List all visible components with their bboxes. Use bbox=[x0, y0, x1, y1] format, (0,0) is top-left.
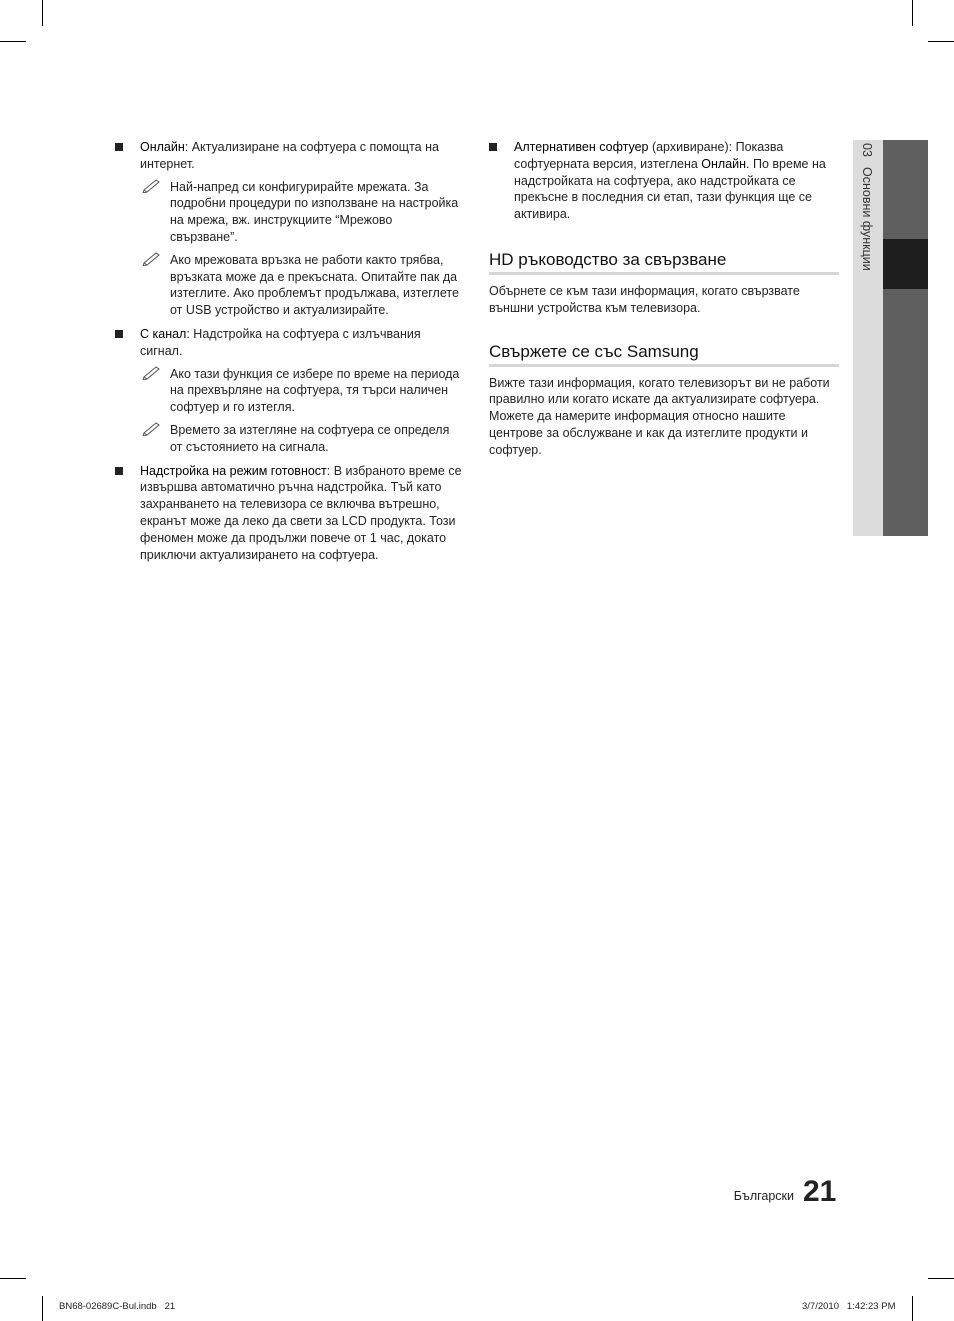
crop-mark bbox=[912, 1296, 913, 1321]
item-term: Надстройка на режим готовност bbox=[140, 463, 327, 478]
crop-mark bbox=[928, 41, 954, 42]
section-heading: HD ръководство за свързване bbox=[489, 249, 839, 275]
right-column bbox=[489, 139, 839, 459]
item-text: : Надстройка на софтуера с излъчвания сигнал. bbox=[140, 326, 421, 358]
chapter-title: Основни функции bbox=[860, 167, 874, 272]
pencil-note-icon bbox=[142, 177, 162, 193]
crop-mark bbox=[42, 0, 43, 26]
list-item bbox=[489, 139, 839, 223]
pencil-note-icon bbox=[142, 420, 162, 436]
note bbox=[140, 179, 462, 246]
square-bullet-icon bbox=[115, 330, 123, 338]
print-datetime: 3/7/2010 1:42:23 PM bbox=[802, 1301, 896, 1312]
section-hd-connection-guide bbox=[489, 249, 839, 317]
note bbox=[140, 422, 462, 456]
list-item bbox=[115, 326, 462, 456]
item-text: : Актуализиране на софтуера с помощта на интернет. bbox=[140, 140, 439, 171]
square-bullet-icon bbox=[115, 143, 123, 151]
crop-mark bbox=[0, 41, 26, 42]
note bbox=[140, 366, 462, 416]
note-text: Времето за изтегляне на софтуера се определя от състоянието на сигнала. bbox=[170, 422, 450, 454]
item-term-inline: Онлайн bbox=[701, 156, 747, 171]
square-bullet-icon bbox=[489, 143, 497, 151]
item-text: . По време на надстройката на софтуера, ако надстройката се прекъсне в последния си етап, тази функция ще се активира. bbox=[514, 156, 826, 222]
note-text: Най-напред си конфигурирайте мрежата. За подробни процедури по използване на настройка на мрежа, вж. инструкциите “Мрежово свързване”. bbox=[170, 179, 459, 244]
pencil-note-icon bbox=[142, 250, 162, 266]
crop-mark bbox=[0, 1278, 26, 1279]
note-text: Ако тази функция се избере по време на периода на прехвърляне на софтуера, тя търси наличен софтуер и го изтегля. bbox=[170, 366, 460, 415]
crop-mark bbox=[928, 1278, 954, 1279]
crop-mark bbox=[42, 1296, 43, 1321]
list-item bbox=[115, 463, 462, 564]
left-column bbox=[115, 139, 462, 570]
pencil-note-icon bbox=[142, 364, 162, 380]
square-bullet-icon bbox=[115, 467, 123, 475]
list-item bbox=[115, 139, 462, 319]
footer-language: Български bbox=[733, 1189, 794, 1203]
section-heading: Свържете се със Samsung bbox=[489, 341, 839, 367]
note-text: Ако мрежовата връзка не работи както трябва, връзката може да е прекъсната. Опитайте пак да изтеглите. Ако проблемът продължава, изтеглете от USB устройство и актуализирайте. bbox=[170, 252, 459, 318]
section-body: Обърнете се към тази информация, когато свързвате външни устройства към телевизора. bbox=[489, 283, 800, 315]
item-term: С канал bbox=[140, 326, 187, 341]
chapter-tab-stripe bbox=[883, 140, 928, 536]
chapter-tab-marker bbox=[883, 239, 928, 289]
chapter-tab-label bbox=[860, 143, 874, 271]
crop-mark bbox=[912, 0, 913, 26]
chapter-number: 03 bbox=[860, 143, 874, 157]
item-text: : В избраното време се извършва автоматично ръчна надстройка. Тъй като захранването на телевизора се включва вътрешно, екранът може да леко да свети за LCD продукта. Този феномен може да продължи повече от 1 час, докато приключи актуализирането на софтуера. bbox=[140, 463, 462, 562]
section-contact-samsung bbox=[489, 341, 839, 459]
item-text: (архивиране): Показва софтуерната версия, изтеглена bbox=[514, 140, 784, 171]
section-body: Вижте тази информация, когато телевизорът ви не работи правилно или когато искате да актуализирате софтуера. Можете да намерите информация относно нашите центрове за обслужване и как да изтеглите продукти и софтуер. bbox=[489, 375, 830, 457]
item-term: Алтернативен софтуер bbox=[514, 140, 649, 154]
note bbox=[140, 252, 462, 319]
item-term: Онлайн bbox=[140, 140, 185, 154]
page-number: 21 bbox=[803, 1175, 837, 1208]
print-file-info: BN68-02689C-Bul.indb 21 bbox=[59, 1301, 176, 1312]
